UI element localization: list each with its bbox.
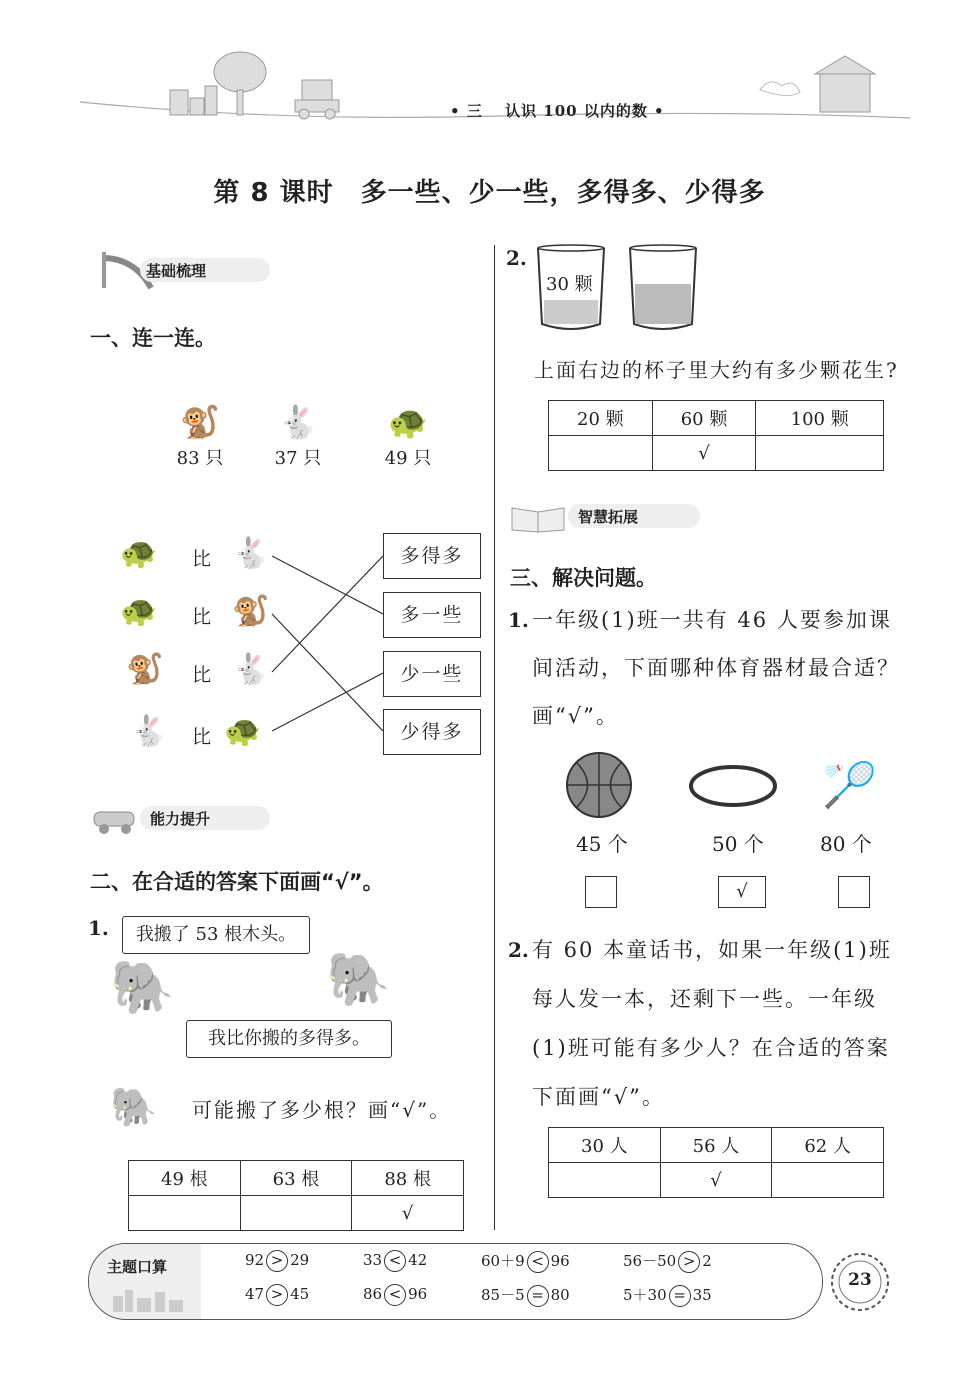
answer-circle[interactable]: > (678, 1251, 700, 1273)
car-icon (90, 802, 140, 836)
operand: 85－5 (481, 1286, 525, 1304)
operand: 47 (245, 1285, 265, 1303)
table-header-cell: 63 根 (240, 1161, 352, 1196)
section-badge-label: 智慧拓展 (578, 508, 639, 526)
compare-word: 比 (192, 664, 212, 686)
animal-count: 37 只 (274, 448, 322, 469)
operand: 80 (550, 1286, 570, 1304)
option-box[interactable]: 少一些 (383, 651, 481, 697)
operand: 42 (408, 1251, 428, 1269)
lesson-title: 第 8 课时 多一些、少一些，多得多、少得多 (213, 178, 766, 208)
checkbox[interactable]: √ (718, 876, 766, 908)
answer-circle[interactable]: > (266, 1284, 288, 1306)
answer-cell[interactable]: √ (660, 1163, 772, 1198)
operand: 29 (290, 1251, 310, 1269)
question-number: 2. (508, 938, 529, 962)
basketball-icon (564, 750, 634, 820)
checkbox[interactable] (838, 876, 870, 908)
option-box[interactable]: 多一些 (383, 592, 481, 638)
question-text: 上面右边的杯子里大约有多少颗花生? (534, 358, 899, 382)
checkbox[interactable] (585, 876, 617, 908)
turtle-icon: 🐢 (388, 403, 428, 441)
rabbit-icon: 🐇 (130, 714, 168, 749)
table-header-cell: 49 根 (129, 1161, 241, 1196)
mental-math-label: 主题口算 (107, 1258, 168, 1276)
option-box[interactable]: 多得多 (383, 533, 481, 579)
operand: 5＋30 (623, 1286, 667, 1304)
section2-heading: 二、在合适的答案下面画“√”。 (90, 870, 384, 894)
answer-cell[interactable] (549, 436, 653, 471)
equation (481, 1284, 570, 1307)
answer-circle[interactable]: < (384, 1284, 406, 1306)
section-badge-wisdom (508, 494, 708, 538)
answer-cell[interactable]: √ (652, 436, 756, 471)
rabbit-icon: 🐇 (278, 403, 318, 441)
table-header-cell: 100 颗 (756, 401, 884, 436)
speech-bubble: 我比你搬的多得多。 (186, 1020, 392, 1058)
elephant-left-icon: 🐘 (110, 958, 175, 1018)
answer-table (548, 1127, 884, 1198)
operand: 35 (692, 1286, 712, 1304)
cup-label: 30 颗 (546, 274, 593, 295)
compare-word: 比 (192, 726, 212, 748)
rabbit-icon: 🐇 (232, 652, 270, 687)
operand: 96 (408, 1285, 428, 1303)
turtle-icon: 🐢 (224, 714, 262, 749)
equation (363, 1250, 427, 1272)
elephant-small-icon: 🐘 (110, 1085, 158, 1129)
answer-cell[interactable] (772, 1163, 884, 1198)
operand: 33 (363, 1251, 383, 1269)
animal-count: 49 只 (384, 448, 432, 469)
mental-math-bar (88, 1243, 823, 1320)
chapter-number: 三 (466, 102, 483, 120)
page-number: 23 (848, 1270, 872, 1290)
equation (623, 1250, 712, 1273)
question-number: 2. (506, 246, 527, 270)
question-number: 1. (508, 608, 529, 632)
equation (623, 1284, 712, 1307)
chapter-title: 认识 100 以内的数 (505, 102, 648, 120)
city-icon (109, 1284, 189, 1312)
compare-word: 比 (192, 548, 212, 570)
monkey-icon: 🐒 (232, 594, 270, 629)
mental-math-label-box (89, 1244, 201, 1319)
table-header-cell: 62 人 (772, 1128, 884, 1163)
table-header-cell: 20 颗 (549, 401, 653, 436)
compare-word: 比 (192, 606, 212, 628)
table-header-cell: 60 颗 (652, 401, 756, 436)
question-text: 有 60 本童话书，如果一年级(1)班每人发一本，还剩下一些。一年级(1)班可能有多少人？在合适的答案下面画“√”。 (532, 938, 892, 1109)
table-header-cell: 30 人 (549, 1128, 661, 1163)
answer-table (128, 1160, 464, 1231)
equation (363, 1284, 427, 1306)
answer-circle[interactable]: = (527, 1285, 549, 1307)
section-badge-ability (90, 796, 280, 840)
item-qty: 45 个 (576, 832, 628, 856)
section1-heading: 一、连一连。 (90, 326, 216, 350)
answer-cell[interactable] (549, 1163, 661, 1198)
item-qty: 50 个 (712, 832, 764, 856)
operand: 96 (550, 1252, 570, 1270)
answer-circle[interactable]: > (266, 1250, 288, 1272)
table-header-cell: 56 人 (660, 1128, 772, 1163)
operand: 60＋9 (481, 1252, 525, 1270)
table-header-cell: 88 根 (352, 1161, 464, 1196)
speech-bubble: 我搬了 53 根木头。 (122, 916, 310, 954)
operand: 45 (290, 1285, 310, 1303)
section-badge-label: 基础梳理 (146, 262, 207, 280)
turtle-icon: 🐢 (120, 594, 158, 629)
answer-circle[interactable]: = (669, 1285, 691, 1307)
shuttlecock-icon: 🏸 (822, 760, 877, 811)
section-badge-label: 能力提升 (150, 810, 211, 828)
equation (481, 1250, 570, 1273)
operand: 2 (702, 1252, 712, 1270)
rabbit-icon: 🐇 (232, 536, 270, 571)
monkey-icon: 🐒 (126, 652, 164, 687)
animal-count: 83 只 (176, 448, 224, 469)
answer-circle[interactable]: < (384, 1250, 406, 1272)
answer-cell[interactable] (240, 1196, 352, 1231)
monkey-icon: 🐒 (180, 403, 220, 441)
item-qty: 80 个 (820, 832, 872, 856)
section3-heading: 三、解决问题。 (510, 566, 657, 590)
option-box[interactable]: 少得多 (383, 709, 481, 755)
answer-circle[interactable]: < (527, 1251, 549, 1273)
equation (245, 1250, 309, 1272)
question-number: 1. (88, 916, 109, 940)
chapter-header: • 三 认识 100 以内的数 • (450, 102, 665, 120)
answer-cell[interactable]: √ (352, 1196, 464, 1231)
book-icon (508, 500, 572, 534)
right-cup-icon (626, 244, 700, 332)
turtle-icon: 🐢 (120, 536, 158, 571)
elephant-right-icon: 🐘 (326, 950, 391, 1010)
equation (245, 1284, 309, 1306)
answer-cell[interactable] (756, 436, 884, 471)
operand: 92 (245, 1251, 265, 1269)
question-text: 可能搬了多少根？画“√”。 (192, 1098, 452, 1122)
operand: 56－50 (623, 1252, 677, 1270)
question-text: 一年级(1)班一共有 46 人要参加课间活动，下面哪种体育器材最合适？画“√”。 (532, 608, 900, 728)
answer-table (548, 400, 884, 471)
hula-hoop-icon (688, 764, 778, 808)
answer-cell[interactable] (129, 1196, 241, 1231)
operand: 86 (363, 1285, 383, 1303)
